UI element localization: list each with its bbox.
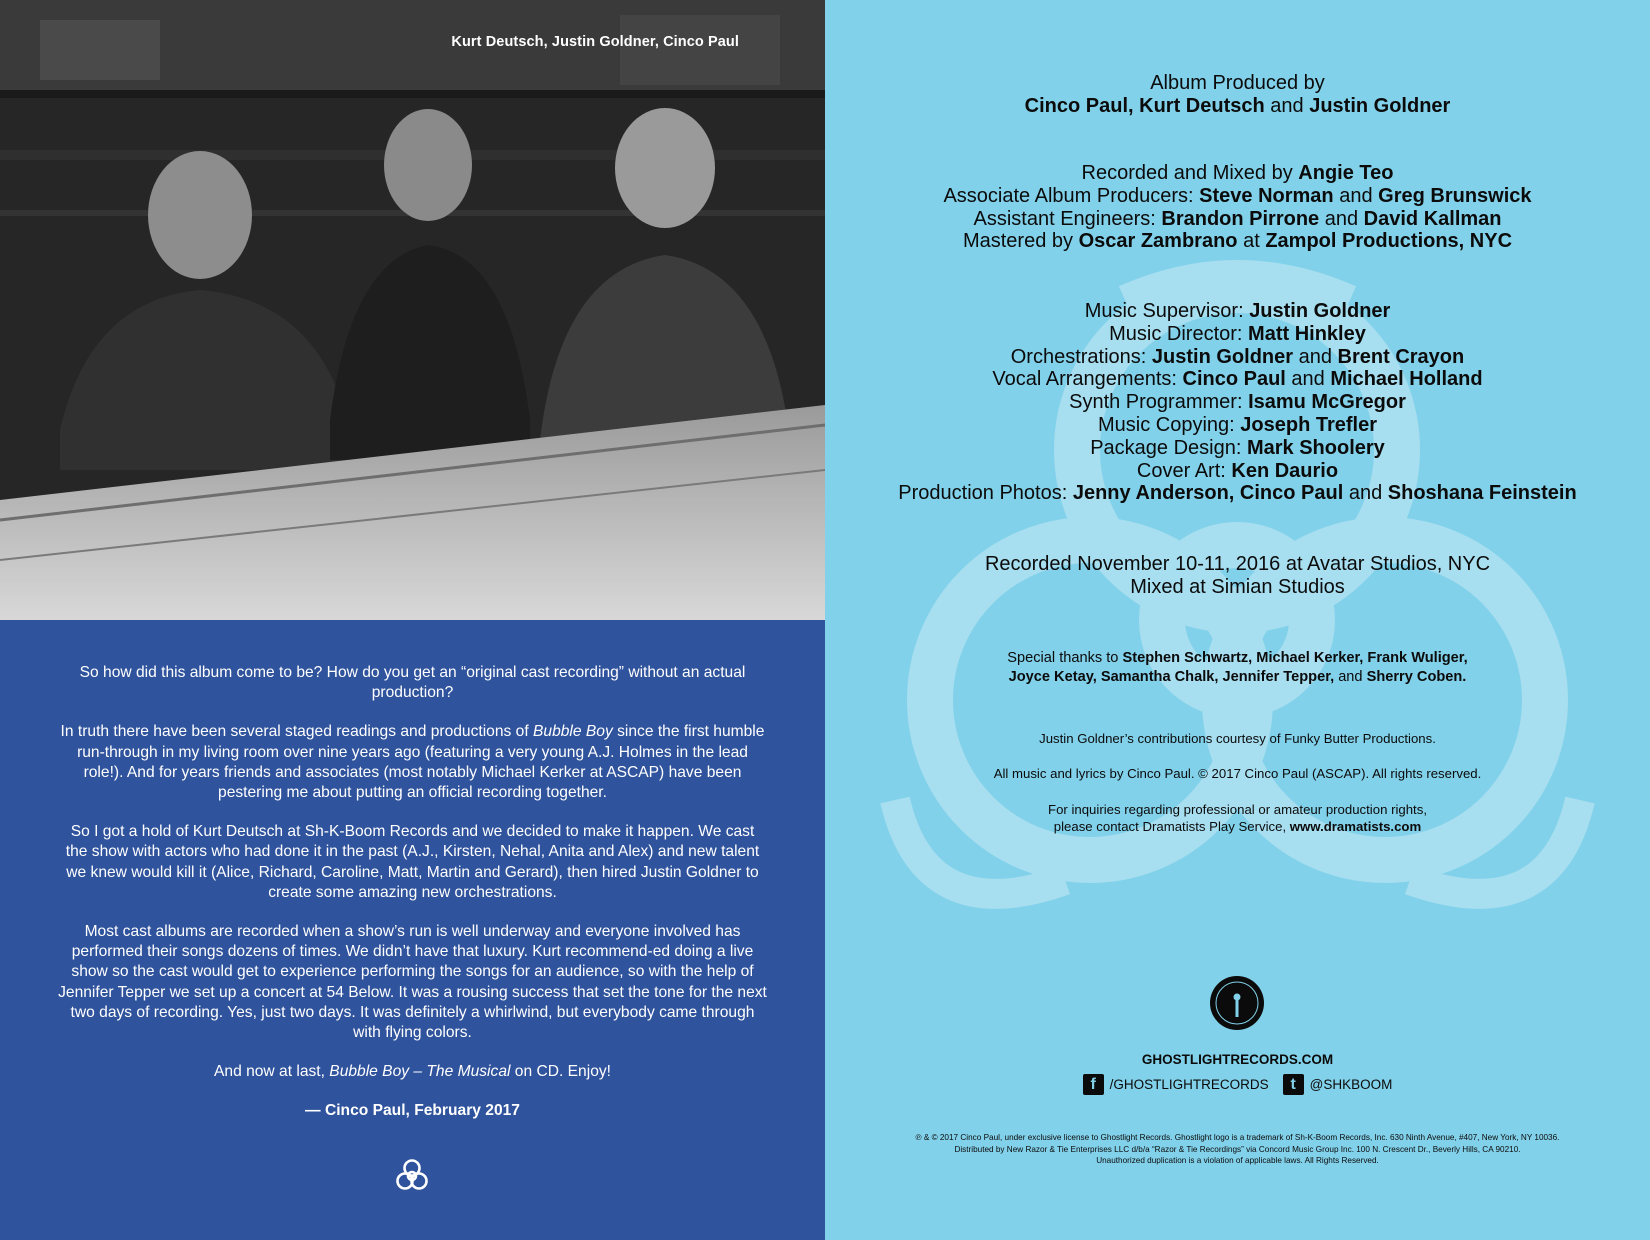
- notes-paragraph-2: In truth there have been several staged readings and productions of Bubble Boy since the first humble run-through in my living room over nine years ago (featuring a very young A.J. Holmes in the lead role!). And for years friends and associates (most notably Michael Kerker at ASCAP) have been pestering me about putting an official recording together.: [60, 723, 765, 802]
- notes-paragraph-5: And now at last, Bubble Boy – The Musical on CD. Enjoy!: [214, 1063, 611, 1081]
- recorded-location-line: Recorded November 10-11, 2016 at Avatar Studios, NYC: [984, 553, 1491, 575]
- biohazard-icon: [392, 1156, 432, 1196]
- vocal-arrangements-line: Vocal Arrangements: Cinco Paul and Michael Holland: [992, 368, 1483, 391]
- music-director-line: Music Director: Matt Hinkley: [1109, 322, 1366, 345]
- studio-photo: [0, 0, 825, 620]
- show-title: Bubble Boy: [533, 723, 613, 741]
- fine-print: ℗ & © 2017 Cinco Paul, under exclusive license to Ghostlight Records. Ghostlight logo is a trademark of Sh-K-Boom Records, Inc. 630 Ninth Avenue, #407, New York, NY 10036. Distributed by New Razor & Tie Enterprises LLC d/b/a “Razor & Tie Recordings” via Concord Music Group Inc. 100 N. Crescent Dr., Beverly Hills, CA 90210. Unauthorized duplication is a violation of applicable laws. All Rights Reserved.: [915, 1133, 1560, 1165]
- notes-paragraph-1: So how did this album come to be? How do you get an “original cast recording” without an actual production?: [79, 664, 746, 702]
- photo-caption: Kurt Deutsch, Justin Goldner, Cinco Paul: [451, 34, 739, 50]
- notes-paragraph-4: Most cast albums are recorded when a show’s run is well underway and everyone involved has performed their songs dozens of times. We didn’t have that luxury. Kurt recommend-ed doing a live show so the cast would get to experience performing the songs for an audience, so with the help of Jennifer Tepper we set up a concert at 54 Below. It was a rousing success that set the tone for the next two days of recording. Yes, just two days. It was definitely a whirlwind, but everybody came through with flying colors.: [58, 923, 767, 1042]
- orchestrations-line: Orchestrations: Justin Goldner and Brent Crayon: [1010, 345, 1465, 368]
- cover-art-line: Cover Art: Ken Daurio: [1136, 459, 1339, 482]
- ghostlight-logo: [1209, 975, 1265, 1031]
- website-link[interactable]: GHOSTLIGHTRECORDS.COM: [1141, 1052, 1334, 1067]
- recorded-mixed-line: Recorded and Mixed by Angie Teo: [1081, 162, 1394, 184]
- twitter-icon: t: [1283, 1074, 1304, 1095]
- producers-line: Cinco Paul, Kurt Deutsch and Justin Goldner: [1024, 95, 1451, 117]
- rights-note: All music and lyrics by Cinco Paul. © 2017 Cinco Paul (ASCAP). All rights reserved.: [993, 766, 1482, 781]
- music-copying-line: Music Copying: Joseph Trefler: [1098, 413, 1377, 436]
- right-panel: [825, 0, 1650, 1240]
- mixed-location-line: Mixed at Simian Studios: [1130, 575, 1345, 598]
- courtesy-note: Justin Goldner’s contributions courtesy of Funky Butter Productions.: [1039, 731, 1436, 746]
- music-supervisor-line: Music Supervisor: Justin Goldner: [1084, 300, 1391, 322]
- assistant-engineers-line: Assistant Engineers: Brandon Pirrone and David Kallman: [973, 207, 1502, 230]
- facebook-icon: f: [1083, 1074, 1104, 1095]
- recording-info-block: [825, 553, 1650, 599]
- album-title: Bubble Boy – The Musical: [329, 1063, 511, 1081]
- production-photos-line: Production Photos: Jenny Anderson, Cinco Paul and Shoshana Feinstein: [898, 482, 1577, 505]
- dramatists-link[interactable]: www.dramatists.com: [1289, 819, 1422, 834]
- inquiries-note: For inquiries regarding professional or amateur production rights, please contact Dramatists Play Service, www.dramatists.com: [1048, 802, 1427, 834]
- twitter-link[interactable]: t @SHKBOOM: [1283, 1074, 1393, 1095]
- package-design-line: Package Design: Mark Shoolery: [1090, 436, 1385, 459]
- notes-signature: — Cinco Paul, February 2017: [305, 1102, 520, 1120]
- associate-producers-line: Associate Album Producers: Steve Norman and Greg Brunswick: [943, 184, 1532, 207]
- engineering-block: [825, 162, 1650, 253]
- producers-block: [825, 72, 1650, 118]
- produced-label: Album Produced by: [1150, 72, 1325, 94]
- social-links: [825, 1074, 1650, 1095]
- music-credits-block: [825, 300, 1650, 505]
- notes-paragraph-3: So I got a hold of Kurt Deutsch at Sh-K-Boom Records and we decided to make it happen. We cast the show with actors who had done it in the past (A.J., Kirsten, Nehal, Anita and Alex) and new talent we knew would kill it (Alice, Richard, Caroline, Matt, Martin and Gerard), then hired Justin Goldner to create some amazing new orchestrations.: [65, 823, 760, 901]
- liner-notes: [0, 620, 825, 1240]
- synth-programmer-line: Synth Programmer: Isamu McGregor: [1069, 391, 1406, 414]
- mastered-line: Mastered by Oscar Zambrano at Zampol Productions, NYC: [962, 230, 1513, 253]
- special-thanks: Special thanks to Stephen Schwartz, Michael Kerker, Frank Wuliger, Joyce Ketay, Samantha Chalk, Jennifer Tepper, and Sherry Coben.: [1007, 650, 1468, 685]
- studio-photo-illustration: [0, 0, 825, 620]
- facebook-link[interactable]: f /GHOSTLIGHTRECORDS: [1083, 1074, 1269, 1095]
